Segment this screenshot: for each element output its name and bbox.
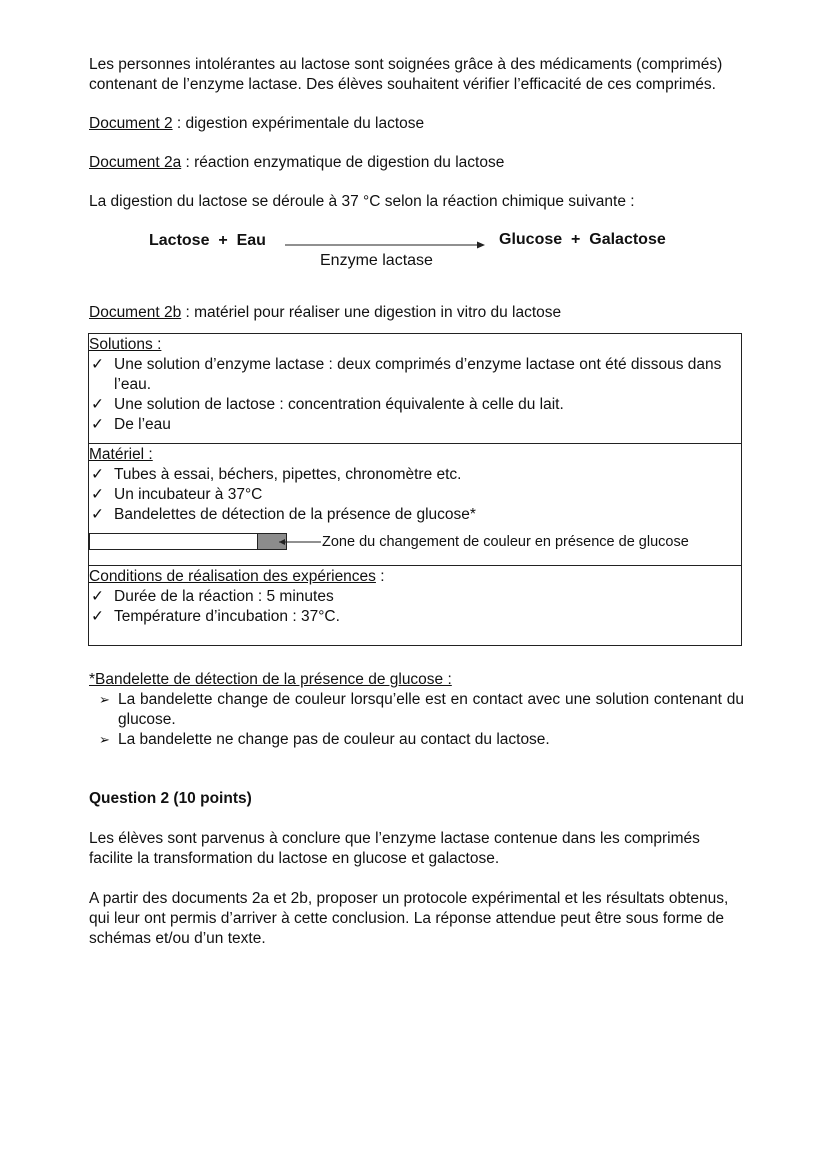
list-item: ✓ Température d’incubation : 37°C. [91,608,340,625]
list-item: ➢ La bandelette ne change pas de couleur au contact du lactose. [99,731,550,748]
document-2a-label: Document 2a [89,154,182,171]
test-strip [89,533,287,550]
document-2-label: Document 2 [89,115,173,132]
check-icon: ✓ [91,588,104,605]
arrow-bullet-icon: ➢ [99,732,110,747]
test-strip-diagram [89,525,741,565]
list-item: ✓ Une solution d’enzyme lactase : deux comprimés d’enzyme lactase ont été dissous dans l’eau. [91,356,722,393]
list-item: ✓ Un incubateur à 37°C [91,486,263,503]
conditions-section [89,566,741,645]
document-2-heading [89,114,744,134]
strip-note-title: *Bandelette de détection de la présence de glucose : [89,671,452,688]
conditions-title: Conditions de réalisation des expériences [89,568,376,585]
reaction-products: Glucose + Galactose [499,231,666,248]
materiel-section [89,444,741,566]
materiel-list [89,465,741,525]
reaction-enzyme: Enzyme lactase [320,252,433,269]
document-2a-heading [89,153,744,173]
intro-paragraph: Les personnes intolérantes au lactose sont soignées grâce à des médicaments (comprimés) contenant de l’enzyme lactase. Des élèves souhaitent vérifier l’efficacité de ces comprimés. [89,56,723,93]
conclusion-paragraph: Les élèves sont parvenus à conclure que l’enzyme lactase contenue dans les comprimés facilite la transformation du lactose en glucose et galactose. [89,830,700,867]
conditions-heading: Conditions de réalisation des expériences : [89,568,385,585]
check-icon: ✓ [91,486,104,503]
reaction-intro: La digestion du lactose se déroule à 37 °C selon la réaction chimique suivante : [89,193,635,210]
strip-note [89,670,744,750]
document-page [89,55,744,969]
document-2b-title: : matériel pour réaliser une digestion in vitro du lactose [181,304,562,321]
material-box [88,333,742,646]
instruction-paragraph: A partir des documents 2a et 2b, proposer un protocole expérimental et les résultats obtenus, qui leur ont permis d’arriver à cette conclusion. La réponse attendue peut être sous forme de schémas et/ou d’un texte. [89,890,729,947]
reaction-arrow-icon [285,240,485,250]
arrow-bullet-icon: ➢ [99,692,110,707]
list-item: ➢ La bandelette change de couleur lorsqu’elle est en contact avec une solution contenant du glucose. [99,691,744,728]
pointer-arrow-icon [279,541,321,543]
list-item: ✓ Tubes à essai, béchers, pipettes, chronomètre etc. [91,466,462,483]
check-icon: ✓ [91,506,104,523]
strip-note-list [89,690,744,750]
check-icon: ✓ [91,608,104,625]
list-item: ✓ De l’eau [91,416,171,433]
check-icon: ✓ [91,396,104,413]
solutions-list [89,355,741,435]
check-icon: ✓ [91,466,104,483]
document-2a-title: : réaction enzymatique de digestion du lactose [181,154,505,171]
document-2-title: : digestion expérimentale du lactose [172,115,425,132]
materiel-title: Matériel : [89,446,153,463]
conditions-list [89,587,741,627]
list-item: ✓ Une solution de lactose : concentration équivalente à celle du lait. [91,396,564,413]
list-item: ✓ Durée de la réaction : 5 minutes [91,588,334,605]
solutions-section [89,334,741,444]
question-heading: Question 2 (10 points) [89,790,252,807]
check-icon: ✓ [91,416,104,433]
reaction-reactants: Lactose + Eau [149,232,266,249]
solutions-title: Solutions : [89,336,162,353]
document-2b-heading [89,303,744,323]
document-2b-label: Document 2b [89,304,182,321]
list-item: ✓ Bandelettes de détection de la présence de glucose* [91,506,476,523]
strip-zone-label: Zone du changement de couleur en présence de glucose [322,534,689,550]
check-icon: ✓ [91,356,104,373]
reaction-equation [89,229,744,281]
